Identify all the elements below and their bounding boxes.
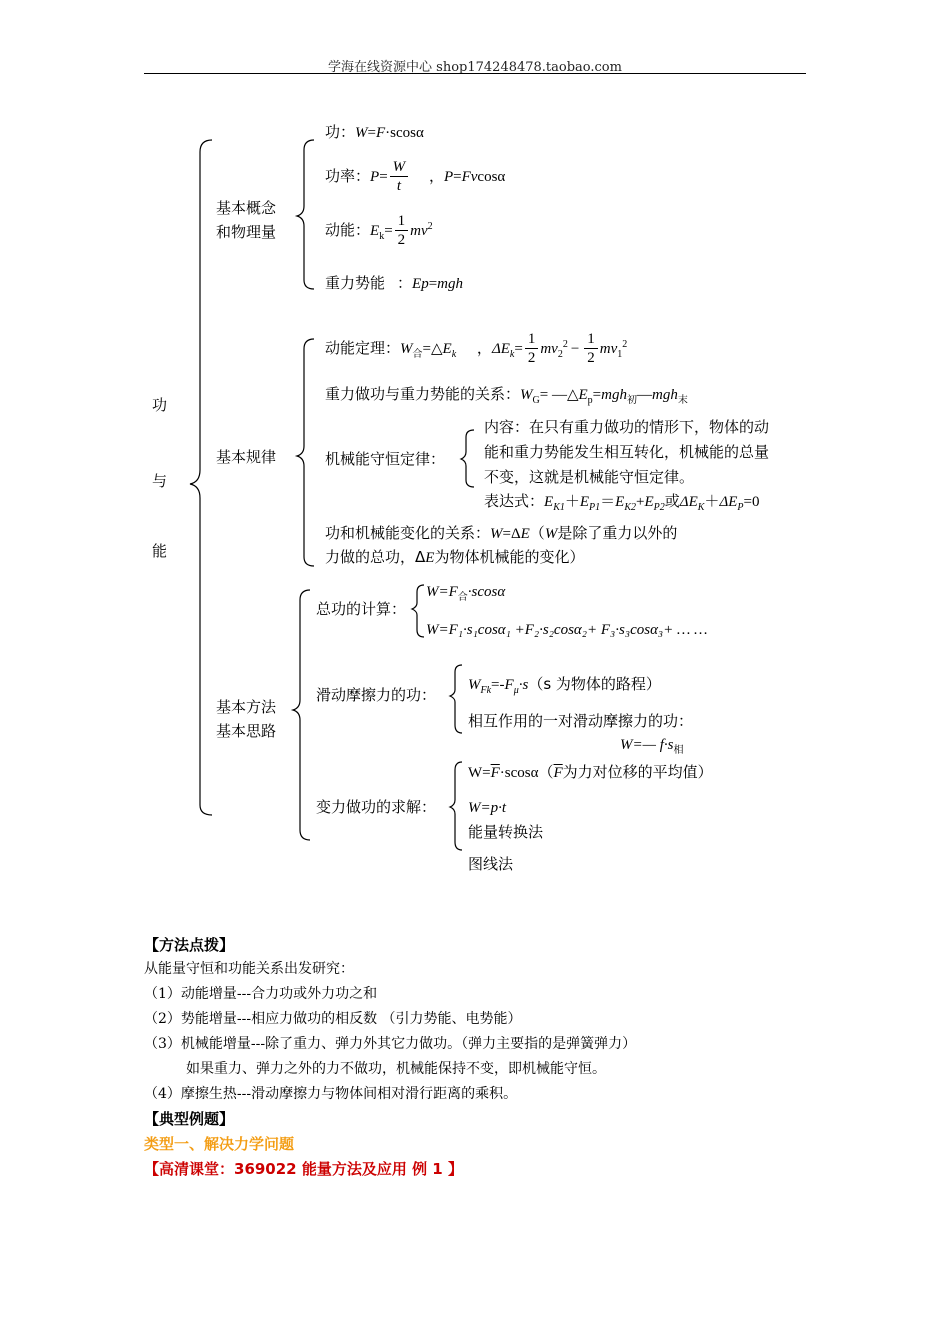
kinetic-eq: = bbox=[384, 223, 393, 239]
work-f: F bbox=[375, 125, 386, 141]
work-label: 功： bbox=[325, 123, 356, 141]
expr-ek2-sub: K2 bbox=[624, 502, 637, 513]
expr-ep1: E bbox=[579, 494, 590, 510]
friction-w-sub: Fk bbox=[480, 685, 492, 696]
mech-change-paren: （ bbox=[529, 524, 545, 542]
gravity-rest: = bbox=[592, 387, 602, 403]
variable-w1-note: 为力对位移的平均值） bbox=[562, 763, 713, 781]
theorem-d2: 2 bbox=[587, 350, 595, 366]
page-header: 学海在线资源中心 shop174248478.taobao.com bbox=[328, 60, 622, 75]
power-den: t bbox=[396, 178, 401, 194]
variable-energy: 能量转换法 bbox=[468, 823, 544, 841]
potential-label: 重力势能 bbox=[325, 274, 386, 292]
conservation-content-2: 能和重力势能发生相互转化，机械能的总量 bbox=[484, 443, 770, 461]
total-brace bbox=[412, 585, 424, 637]
friction-pair: 相互作用的一对滑动摩擦力的功： bbox=[468, 712, 694, 730]
gravity-dash: — bbox=[636, 387, 652, 403]
expr-ek1-sub: K1 bbox=[553, 502, 565, 513]
variable-label: 变力做功的求解： bbox=[316, 798, 437, 816]
method-tip-4: （4）摩擦生热---滑动摩擦力与物体间相对滑行距离的乘积。 bbox=[144, 1086, 518, 1102]
kinetic-sub: k bbox=[379, 231, 385, 242]
total-work-eq-1 bbox=[426, 583, 505, 607]
theorem-sep: ， bbox=[476, 339, 492, 357]
theorem-mv1-sup: 2 bbox=[622, 339, 628, 350]
gravity-ep: E bbox=[578, 387, 588, 403]
laws-label: 基本规律 bbox=[216, 448, 277, 466]
gravity-relation bbox=[325, 385, 688, 410]
method-tips-intro: 从能量守恒和功能关系出发研究： bbox=[144, 961, 354, 977]
theorem-mv1: mv bbox=[599, 341, 618, 357]
potential-eq: = bbox=[428, 276, 438, 292]
theorem-e-sub: k bbox=[451, 349, 457, 360]
total-eq1-sub: 合 bbox=[457, 592, 468, 603]
theorem-mv1-sub: 1 bbox=[617, 349, 623, 360]
method-tip-3: （3）机械能增量---除了重力、弹力外其它力做功。（弹力主要指的是弹簧弹力） bbox=[144, 1036, 637, 1052]
mech-change-2b: 为物体机械能的变化） bbox=[434, 548, 585, 566]
expr-label: 表达式： bbox=[484, 492, 545, 510]
theorem-d1: 2 bbox=[527, 350, 536, 366]
kinetic-mv: mv bbox=[410, 223, 428, 239]
power-eq2: = bbox=[453, 169, 462, 185]
method-tips-title: 【方法点拨】 bbox=[144, 936, 235, 954]
examples-title: 【典型例题】 bbox=[144, 1110, 235, 1128]
power-eq: = bbox=[379, 169, 388, 185]
gravity-label: 重力做功与重力势能的关系： bbox=[325, 385, 521, 403]
mech-change-w: W bbox=[490, 526, 503, 542]
mech-change-e2: E bbox=[425, 550, 435, 566]
power-p2: P bbox=[443, 169, 454, 185]
mech-change-line-1 bbox=[325, 524, 677, 543]
variable-fbar: $\overline{F}$ bbox=[490, 765, 500, 781]
mech-change-e: E bbox=[520, 526, 530, 542]
methods-label-1: 基本方法 bbox=[216, 698, 277, 716]
expr-plus3: ＋ bbox=[704, 492, 720, 510]
root-char-1: 功 bbox=[152, 396, 168, 414]
friction-eq-sign: =- bbox=[491, 677, 505, 693]
conservation-content-1: 内容：在只有重力做功的情形下，物体的动 bbox=[484, 418, 770, 436]
expr-dek-sub: K bbox=[697, 502, 705, 513]
friction-brace bbox=[450, 665, 462, 733]
conservation-expression bbox=[484, 492, 759, 517]
friction-rest: ·s bbox=[518, 677, 529, 693]
mech-change-eq: =Δ bbox=[502, 526, 521, 542]
variable-graph: 图线法 bbox=[468, 855, 514, 873]
theorem-w-sub: 合 bbox=[412, 349, 423, 360]
work-w: W bbox=[355, 125, 368, 141]
expr-ep1-sub: P1 bbox=[589, 502, 601, 513]
theorem-mv2: mv bbox=[540, 341, 558, 357]
kinetic-definition bbox=[325, 212, 433, 249]
expr-ek1: E bbox=[544, 494, 554, 510]
mech-change-w2: W bbox=[544, 526, 558, 542]
kinetic-num: 1 bbox=[395, 212, 409, 231]
gravity-sub2: 末 bbox=[677, 395, 688, 406]
friction-f-sub: μ bbox=[513, 685, 519, 696]
power-fv: Fv bbox=[461, 169, 478, 185]
conservation-content-3: 不变，这就是机械能守恒定律。 bbox=[484, 468, 695, 486]
root-char-2: 与 bbox=[152, 472, 168, 490]
friction-pair-eq bbox=[620, 736, 683, 760]
variable-fbar-2: $\overline{F}$ bbox=[553, 765, 563, 781]
total-eq1: W=F bbox=[426, 584, 458, 600]
kinetic-label: 动能： bbox=[325, 221, 371, 239]
gravity-mgh2: mgh bbox=[651, 387, 678, 403]
example-ref[interactable]: 【高清课堂：369022 能量方法及应用 例 1 】 bbox=[144, 1160, 463, 1178]
potential-mgh: mgh bbox=[437, 276, 464, 292]
method-tip-3-cont: 如果重力、弹力之外的力不做功，机械能保持不变，即机械能守恒。 bbox=[186, 1061, 606, 1077]
gravity-ep-sub: p bbox=[587, 395, 593, 406]
theorem-label: 动能定理： bbox=[325, 339, 401, 357]
gravity-mgh1: mgh bbox=[601, 387, 627, 403]
theorem-de: ΔE bbox=[491, 341, 510, 357]
work-rest: ·scosα bbox=[385, 125, 424, 141]
example-type-1: 类型一、解决力学问题 bbox=[144, 1135, 295, 1153]
root-char-3: 能 bbox=[152, 542, 168, 560]
theorem-minus: − bbox=[570, 341, 580, 357]
kinetic-fraction bbox=[395, 212, 409, 249]
power-cos: cosα bbox=[477, 169, 506, 185]
expr-dep: ΔE bbox=[719, 494, 738, 510]
power-num: W bbox=[390, 158, 409, 177]
potential-colon: ： bbox=[397, 274, 413, 292]
theorem-mv2-sup: 2 bbox=[562, 339, 568, 350]
concepts-label-2: 和物理量 bbox=[216, 223, 277, 241]
variable-power: W=p·t bbox=[468, 800, 507, 816]
friction-note: （s 为物体的路程） bbox=[528, 675, 661, 693]
expr-ek2: E bbox=[615, 494, 625, 510]
method-tip-1: （1）动能增量---合力功或外力功之和 bbox=[144, 986, 378, 1002]
laws-brace bbox=[297, 339, 314, 566]
work-eq: = bbox=[367, 125, 376, 141]
expr-or: 或 bbox=[664, 492, 680, 510]
method-tip-2: （2）势能增量---相应力做功的相反数 （引力势能、电势能） bbox=[144, 1011, 522, 1027]
concepts-label-1: 基本概念 bbox=[216, 199, 277, 217]
theorem-e: E bbox=[442, 341, 452, 357]
variable-avg bbox=[468, 763, 713, 782]
gravity-w: W bbox=[520, 387, 533, 403]
power-definition bbox=[325, 158, 505, 195]
expr-plus1: ＋ bbox=[564, 492, 580, 510]
conservation-brace bbox=[461, 430, 474, 487]
gravity-w-sub: G bbox=[532, 395, 540, 406]
theorem-n1: 1 bbox=[525, 330, 539, 349]
expr-ep2-sub: P2 bbox=[653, 502, 665, 513]
work-definition bbox=[325, 123, 424, 142]
methods-brace bbox=[293, 590, 310, 840]
power-label: 功率： bbox=[325, 167, 371, 185]
theorem-mv2-sub: 2 bbox=[557, 349, 563, 360]
gravity-eq: = —△ bbox=[539, 387, 579, 403]
power-sep: ， bbox=[428, 167, 444, 185]
expr-dek: ΔE bbox=[679, 494, 698, 510]
total-eq1-rest: ·scosα bbox=[467, 584, 506, 600]
methods-label-2: 基本思路 bbox=[216, 722, 277, 740]
theorem-definition bbox=[325, 330, 627, 367]
mech-change-2a: 力做的总功，Δ bbox=[325, 548, 426, 566]
kinetic-e: E bbox=[370, 223, 380, 239]
power-fraction bbox=[390, 158, 409, 195]
potential-definition bbox=[325, 274, 463, 293]
theorem-frac-1 bbox=[525, 330, 539, 367]
variable-w1: W= bbox=[468, 765, 491, 781]
variable-w1-rest: ·scosα（ bbox=[499, 765, 554, 781]
expr-plus2: + bbox=[636, 494, 645, 510]
total-work-eq-2: W=F₁·s₁cosα₁ +F₂·s₂cosα₂+ F₃·s₃cosα₃+ … … bbox=[426, 622, 708, 638]
friction-eq bbox=[468, 675, 661, 700]
theorem-eq2: = bbox=[514, 341, 523, 357]
main-brace bbox=[190, 140, 212, 815]
mech-change-1a: 功和机械能变化的关系： bbox=[325, 524, 491, 542]
kinetic-sup: 2 bbox=[427, 221, 433, 232]
expr-dep-sub: P bbox=[737, 502, 744, 513]
expr-zero: =0 bbox=[743, 494, 760, 510]
theorem-frac-2 bbox=[584, 330, 598, 367]
kinetic-den: 2 bbox=[397, 232, 406, 248]
mech-change-1b: 是除了重力以外的 bbox=[557, 524, 678, 542]
friction-pair-formula: W=— f·s bbox=[620, 737, 674, 753]
total-work-label: 总功的计算： bbox=[316, 600, 407, 618]
mech-change-line-2 bbox=[325, 548, 584, 567]
potential-ep: Ep bbox=[412, 276, 429, 292]
theorem-n2: 1 bbox=[584, 330, 598, 349]
concepts-brace bbox=[297, 140, 314, 289]
expr-ep2: E bbox=[644, 494, 654, 510]
theorem-de-sub: k bbox=[509, 349, 515, 360]
friction-f: F bbox=[504, 677, 514, 693]
theorem-eq: =△ bbox=[422, 341, 443, 357]
conservation-label: 机械能守恒定律： bbox=[325, 450, 446, 468]
friction-label: 滑动摩擦力的功： bbox=[316, 686, 437, 704]
theorem-w: W bbox=[400, 341, 413, 357]
expr-eq: ＝ bbox=[600, 492, 616, 510]
variable-brace bbox=[450, 762, 462, 850]
friction-pair-sub: 相 bbox=[673, 745, 684, 756]
friction-w: W bbox=[468, 677, 481, 693]
gravity-sub1: 初 bbox=[626, 395, 637, 406]
power-p: P bbox=[370, 169, 380, 185]
